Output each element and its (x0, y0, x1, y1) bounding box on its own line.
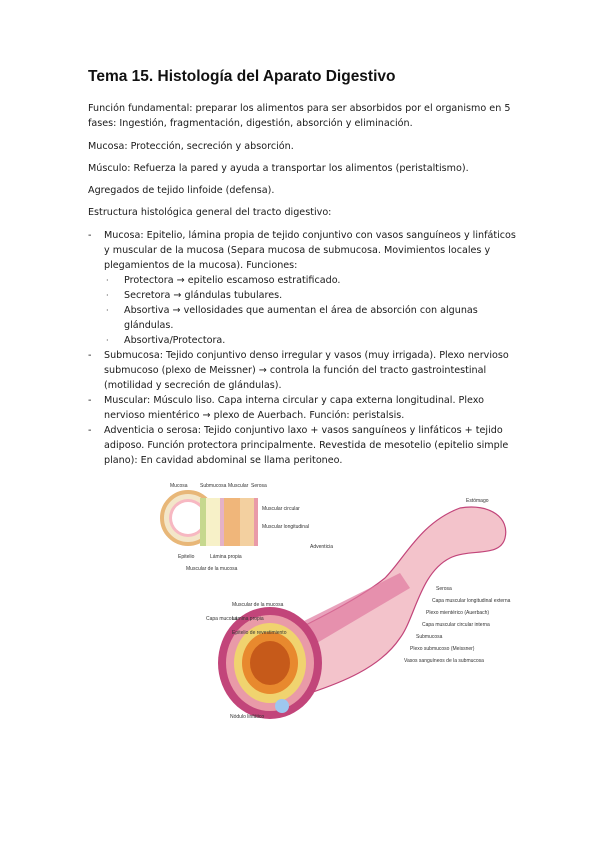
label-submucosa-big: Submucosa (416, 634, 443, 640)
label-serosa-big: Serosa (436, 586, 452, 592)
label-muscular-de-la-mucosa: Muscular de la mucosa (232, 602, 284, 608)
structure-list (88, 228, 518, 468)
label-nodulo-linfatico: Nódulo linfático (230, 714, 265, 720)
list-item: - Submucosa: Tejido conjuntivo denso irregular y vasos (muy irrigada). Plexo nervioso submucoso (plexo de Meissner) → controla la función del tracto gastrointestinal (motilidad y secreción de glándulas). (88, 350, 509, 391)
label-adventicia: Adventicia (310, 544, 334, 550)
page-title: Tema 15. Histología del Aparato Digestivo (88, 68, 396, 85)
list-item-muscular: Muscular: Músculo liso. Capa interna circular y capa externa longitudinal. Plexo nervioso mientérico → plexo de Auerbach. Función: peristalsis. (104, 395, 484, 421)
list-item-mucosa: Mucosa: Epitelio, lámina propia de tejido conjuntivo con vasos sanguíneos y linfáticos y muscular de la mucosa (Separa mucosa de submucosa. Movimientos locales y plegamientos de la mucosa). Funciones: (104, 230, 516, 271)
sub-item: · Absortiva/Protectora. (106, 335, 226, 346)
sub-item: · Protectora → epitelio escamoso estratificado. (106, 275, 341, 286)
small-cross-section (162, 483, 309, 572)
sub-item-absortiva-protectora: Absortiva/Protectora. (124, 335, 226, 346)
label-plexo-mienterico: Plexo mientérico (Auerbach) (426, 610, 490, 616)
label-vasos-submucosa: Vasos sanguíneos de la submucosa (404, 658, 484, 664)
sub-item: · Absortiva → vellosidades que aumentan el área de absorción con algunas glándulas. (106, 305, 478, 331)
label-submucosa: Submucosa (200, 483, 227, 489)
label-mucosa: Mucosa (170, 483, 188, 489)
label-capa-circular: Capa muscular circular interna (422, 622, 490, 628)
list-item-adventicia: Adventicia o serosa: Tejido conjuntivo laxo + vasos sanguíneos y linfáticos + tejido adiposo. Función protectora principalmente. Revestida de mesotelio (epitelio simple plano): En cavidad abdominal se llama peritoneo. (104, 425, 509, 466)
label-muscular-mucosa: Muscular de la mucosa (186, 566, 238, 572)
label-epitelio-revestimiento: Epitelio de revestimiento (232, 630, 287, 636)
paragraph-musculo: Músculo: Refuerza la pared y ayuda a transportar los alimentos (peristaltismo). (88, 163, 469, 174)
label-muscular: Muscular (228, 483, 249, 489)
sub-item-protectora: Protectora → epitelio escamoso estratificado. (124, 275, 341, 286)
label-capa-mucosa: Capa mucosa (206, 616, 237, 622)
label-epitelio: Epitelio (178, 554, 195, 560)
label-serosa: Serosa (251, 483, 267, 489)
sub-item-secretora: Secretora → glándulas tubulares. (124, 290, 283, 301)
label-lamina-propia: Lámina propia (210, 554, 242, 560)
list-item-submucosa: Submucosa: Tejido conjuntivo denso irregular y vasos (muy irrigada). Plexo nervioso submucoso (plexo de Meissner) → controla la función del tracto gastrointestinal (motilidad y secreción de glándulas). (104, 350, 509, 391)
paragraph-estructura: Estructura histológica general del tracto digestivo: (88, 207, 332, 218)
paragraph-funcion: Función fundamental: preparar los alimentos para ser absorbidos por el organismo en 5 fases: Ingestión, fragmentación, digestión, absorción y eliminación. (88, 103, 511, 129)
label-capa-longitudinal: Capa muscular longitudinal externa (432, 598, 511, 604)
label-muscular-circular: Muscular circular (262, 506, 300, 512)
label-estomago: Estómago (466, 498, 489, 504)
list-item: - Adventicia o serosa: Tejido conjuntivo laxo + vasos sanguíneos y linfáticos + tejido adiposo. Función protectora principalmente. Revestida de mesotelio (epitelio simple plano): En cavidad abdominal se llama peritoneo. (88, 425, 509, 466)
list-item: - Mucosa: Epitelio, lámina propia de tejido conjuntivo con vasos sanguíneos y linfáticos y muscular de la mucosa (Separa mucosa de submucosa. Movimientos locales y plegamientos de la mucosa). Funciones: (88, 230, 516, 271)
digestive-tract-illustration (160, 478, 530, 738)
paragraph-mucosa: Mucosa: Protección, secreción y absorción. (88, 141, 294, 152)
label-muscular-longitudinal: Muscular longitudinal (262, 524, 309, 530)
sub-item-absortiva: Absortiva → vellosidades que aumentan el área de absorción con algunas glándulas. (124, 305, 478, 331)
list-item: - Muscular: Músculo liso. Capa interna circular y capa externa longitudinal. Plexo nervioso mientérico → plexo de Auerbach. Función: peristalsis. (88, 395, 484, 421)
label-lamina-propia-big: Lámina propia (232, 616, 264, 622)
label-plexo-submucoso: Plexo submucoso (Meissner) (410, 646, 475, 652)
paragraph-agregados: Agregados de tejido linfoide (defensa). (88, 185, 275, 196)
sub-item: · Secretora → glándulas tubulares. (106, 290, 283, 301)
